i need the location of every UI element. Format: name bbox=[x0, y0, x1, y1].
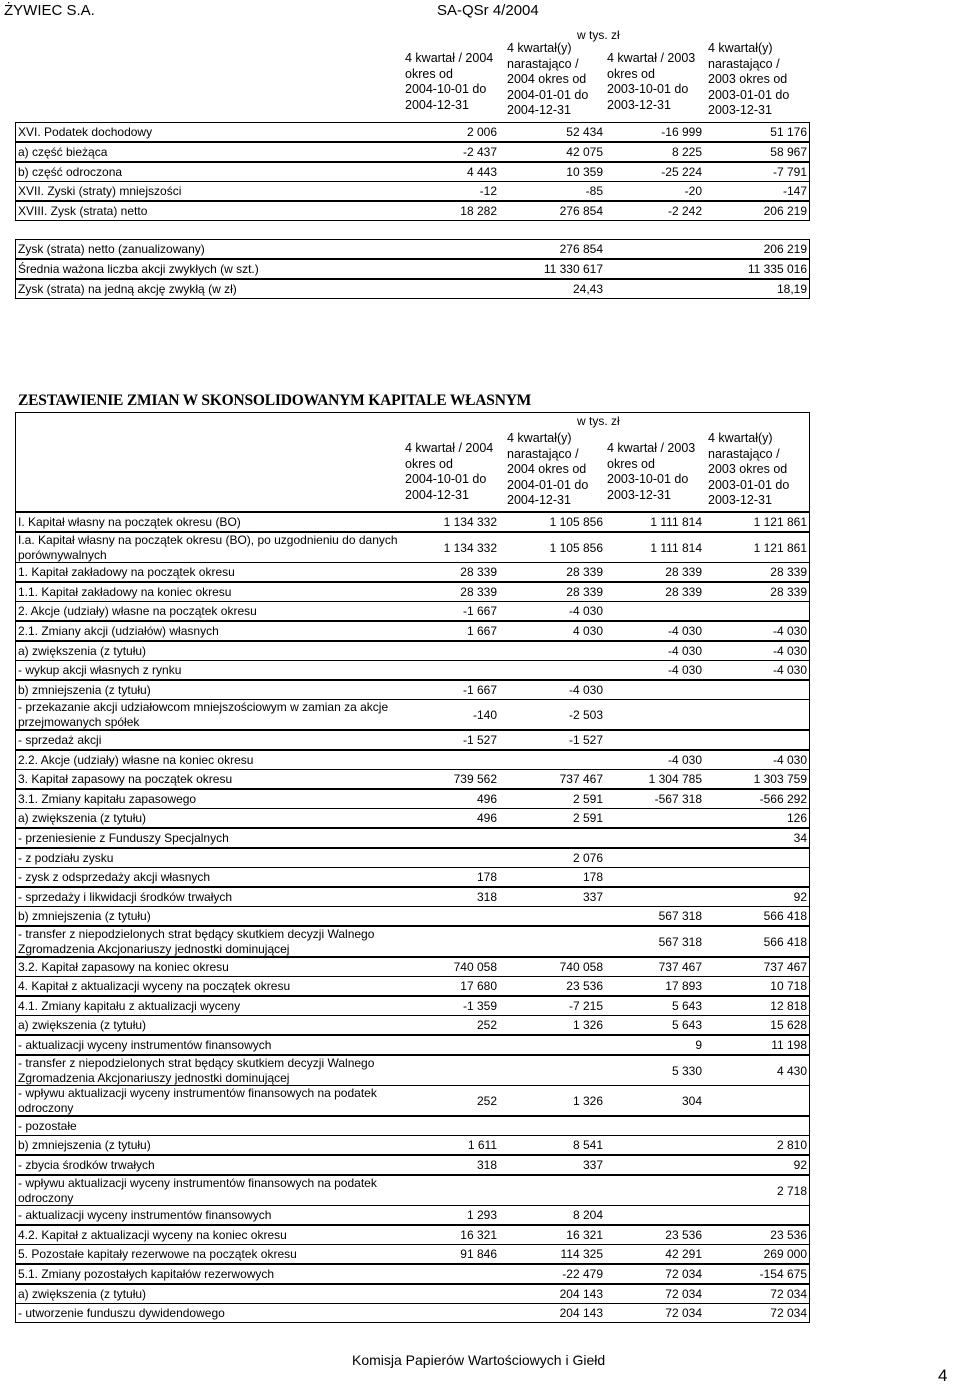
table-row bbox=[15, 1225, 810, 1245]
cell-value: 1 303 759 bbox=[753, 772, 807, 787]
table-row bbox=[15, 976, 810, 996]
row-label: 5. Pozostałe kapitały rezerwowe na początek okresu bbox=[18, 1247, 297, 1262]
table-row bbox=[15, 1264, 810, 1284]
table-row bbox=[15, 789, 810, 809]
cell-value: 1 667 bbox=[466, 624, 497, 638]
row-label: - transfer z niepodzielonych strat będący skutkiem decyzji Walnego Zgromadzenia Akcjonariuszy jednostki dominującej bbox=[18, 927, 375, 956]
row-label: - z podziału zysku bbox=[18, 850, 114, 865]
cell-value: 740 058 bbox=[453, 959, 497, 974]
row-label: XVI. Podatek dochodowy bbox=[18, 125, 153, 139]
cell-value: 126 bbox=[786, 811, 807, 826]
cell-value: 5 643 bbox=[671, 998, 702, 1013]
cell-value: 269 000 bbox=[763, 1247, 807, 1262]
row-label: Średnia ważona liczba akcji zwykłych (w szt.) bbox=[18, 262, 259, 276]
cell-value: 1 111 814 bbox=[650, 515, 702, 529]
row-label: 2.1. Zmiany akcji (udziałów) własnych bbox=[18, 624, 219, 638]
row-label: - wpływu aktualizacji wyceny instrumentów finansowych na podatek odroczony bbox=[18, 1175, 377, 1205]
cell-value: 337 bbox=[582, 889, 603, 904]
table-row bbox=[15, 122, 810, 142]
cell-value: 23 536 bbox=[665, 1227, 702, 1242]
cell-value: 1 134 332 bbox=[443, 540, 497, 555]
cell-value: 51 176 bbox=[770, 125, 807, 139]
cell-value: -1 527 bbox=[568, 733, 603, 747]
cell-value: -20 bbox=[684, 184, 702, 198]
row-label: 3.1. Zmiany kapitału zapasowego bbox=[18, 791, 197, 806]
table-row bbox=[15, 1303, 810, 1323]
cell-value: 5 643 bbox=[671, 1018, 702, 1033]
cell-value: 1 105 856 bbox=[549, 540, 603, 555]
cell-value: 92 bbox=[793, 1158, 807, 1172]
row-label: I. Kapitał własny na początek okresu (BO) bbox=[18, 515, 241, 529]
cell-value: 42 075 bbox=[566, 145, 603, 159]
cell-value: 4 430 bbox=[776, 1063, 807, 1078]
cell-value: 28 339 bbox=[665, 565, 702, 580]
cell-value: -16 999 bbox=[661, 125, 702, 139]
cell-value: 304 bbox=[681, 1094, 702, 1109]
cell-value: -4 030 bbox=[772, 624, 807, 638]
row-label: - utworzenie funduszu dywidendowego bbox=[18, 1306, 225, 1321]
table-row bbox=[15, 512, 810, 532]
row-label: a) część bieżąca bbox=[18, 145, 108, 159]
cell-value: 17 893 bbox=[665, 979, 702, 994]
row-label: - wykup akcji własnych z rynku bbox=[18, 663, 182, 678]
table-row bbox=[15, 1116, 810, 1136]
table-row bbox=[15, 142, 810, 162]
row-label: 4.2. Kapitał z aktualizacji wyceny na koniec okresu bbox=[18, 1227, 287, 1242]
row-label: XVIII. Zysk (strata) netto bbox=[18, 204, 148, 218]
row-label: b) zmniejszenia (z tytułu) bbox=[18, 1138, 151, 1153]
cell-value: 42 291 bbox=[665, 1247, 702, 1262]
row-label: - zysk z odsprzedaży akcji własnych bbox=[18, 870, 211, 885]
cell-value: -7 791 bbox=[772, 165, 807, 179]
table-row bbox=[15, 1015, 810, 1035]
cell-value: 72 034 bbox=[665, 1306, 702, 1321]
cell-value: -7 215 bbox=[568, 998, 603, 1013]
cell-value: 28 339 bbox=[566, 565, 603, 580]
column-header-2: 4 kwartał(y) narastająco / 2004 okres od 2004-01-01 do 2004-12-31 bbox=[507, 431, 589, 507]
cell-value: -2 437 bbox=[462, 145, 497, 159]
row-label: a) zwiększenia (z tytułu) bbox=[18, 811, 147, 826]
page-number: 4 bbox=[938, 1366, 948, 1385]
cell-value: 1 111 814 bbox=[650, 540, 702, 555]
cell-value: 8 204 bbox=[572, 1208, 603, 1223]
cell-value: 8 225 bbox=[671, 145, 702, 159]
table-row bbox=[15, 699, 810, 730]
row-label: a) zwiększenia (z tytułu) bbox=[18, 1018, 147, 1033]
cell-value: 739 562 bbox=[453, 772, 497, 787]
cell-value: 2 718 bbox=[776, 1183, 807, 1198]
cell-value: 28 339 bbox=[460, 584, 497, 599]
cell-value: 72 034 bbox=[770, 1306, 807, 1321]
row-label: - transfer z niepodzielonych strat będący skutkiem decyzji Walnego Zgromadzenia Akcjonariuszy jednostki dominującej bbox=[18, 1055, 375, 1085]
row-label: I.a. Kapitał własny na początek okresu (BO), po uzgodnieniu do danych porównywalnych bbox=[18, 532, 398, 562]
cell-value: 72 034 bbox=[665, 1267, 702, 1281]
cell-value: 566 418 bbox=[763, 909, 807, 924]
footer: Komisja Papierów Wartościowych i Giełd bbox=[352, 1352, 606, 1368]
column-header-2: 4 kwartał(y) narastająco / 2004 okres od 2004-01-01 do 2004-12-31 bbox=[507, 41, 589, 117]
row-label: b) zmniejszenia (z tytułu) bbox=[18, 682, 151, 697]
cell-value: 276 854 bbox=[559, 242, 603, 256]
table-row bbox=[15, 887, 810, 907]
row-label: b) zmniejszenia (z tytułu) bbox=[18, 909, 151, 924]
table-row bbox=[15, 1085, 810, 1116]
cell-value: -2 503 bbox=[568, 708, 603, 723]
row-label: - sprzedaż akcji bbox=[18, 733, 102, 747]
cell-value: 72 034 bbox=[770, 1286, 807, 1301]
cell-value: 178 bbox=[582, 870, 603, 885]
table-row bbox=[15, 660, 810, 680]
cell-value: 206 219 bbox=[763, 204, 807, 218]
cell-value: 28 339 bbox=[770, 565, 807, 580]
table-row bbox=[15, 996, 810, 1016]
table-row bbox=[15, 279, 810, 299]
cell-value: 2 006 bbox=[466, 125, 497, 139]
table-row bbox=[15, 957, 810, 977]
column-header-1: 4 kwartał / 2004 okres od 2004-10-01 do 2004-12-31 bbox=[405, 51, 494, 112]
table-row bbox=[15, 1135, 810, 1155]
table-row bbox=[15, 730, 810, 750]
cell-value: 18,19 bbox=[776, 282, 807, 296]
table-row bbox=[15, 1155, 810, 1175]
table-row bbox=[15, 601, 810, 621]
cell-value: 740 058 bbox=[559, 959, 603, 974]
cell-value: 12 818 bbox=[770, 998, 807, 1013]
column-header-3: 4 kwartał / 2003 okres od 2003-10-01 do 2003-12-31 bbox=[607, 441, 696, 502]
column-header-1: 4 kwartał / 2004 okres od 2004-10-01 do 2004-12-31 bbox=[405, 441, 494, 502]
cell-value: -85 bbox=[585, 184, 603, 198]
cell-value: 1 121 861 bbox=[753, 515, 807, 529]
table-row bbox=[15, 1035, 810, 1055]
table-row bbox=[15, 641, 810, 661]
cell-value: 10 359 bbox=[566, 165, 603, 179]
cell-value: -4 030 bbox=[667, 752, 702, 767]
cell-value: 252 bbox=[476, 1094, 497, 1109]
cell-value: 2 591 bbox=[572, 811, 603, 826]
row-label: - przekazanie akcji udziałowcom mniejszościowym w zamian za akcje przejmowanych spółek bbox=[18, 700, 389, 730]
row-label: 5.1. Zmiany pozostałych kapitałów rezerwowych bbox=[18, 1267, 275, 1281]
cell-value: -4 030 bbox=[568, 604, 603, 619]
cell-value: 9 bbox=[695, 1038, 702, 1052]
cell-value: 2 810 bbox=[776, 1138, 807, 1153]
cell-value: 178 bbox=[476, 870, 497, 885]
unit-label-2: w tys. zł bbox=[577, 414, 620, 428]
table-row bbox=[15, 201, 810, 221]
cell-value: 318 bbox=[476, 1158, 497, 1172]
table-row bbox=[15, 828, 810, 848]
cell-value: 1 304 785 bbox=[648, 772, 702, 787]
row-label: a) zwiększenia (z tytułu) bbox=[18, 643, 147, 658]
cell-value: -154 675 bbox=[759, 1267, 807, 1281]
cell-value: 567 318 bbox=[658, 935, 702, 949]
row-label: 1. Kapitał zakładowy na początek okresu bbox=[18, 565, 235, 580]
cell-value: -12 bbox=[479, 184, 497, 198]
cell-value: 58 967 bbox=[770, 145, 807, 159]
cell-value: -4 030 bbox=[667, 624, 702, 638]
row-label: - wpływu aktualizacji wyceny instrumentów finansowych na podatek odroczony bbox=[18, 1086, 377, 1116]
equity-title: ZESTAWIENIE ZMIAN W SKONSOLIDOWANYM KAPITALE WŁASNYM bbox=[18, 392, 532, 409]
cell-value: 4 030 bbox=[572, 624, 603, 638]
cell-value: 92 bbox=[793, 889, 807, 904]
table-row bbox=[15, 1244, 810, 1264]
row-label: - aktualizacji wyceny instrumentów finansowych bbox=[18, 1038, 272, 1052]
table-row bbox=[15, 926, 810, 957]
cell-value: 2 076 bbox=[572, 850, 603, 865]
cell-value: 10 718 bbox=[770, 979, 807, 994]
cell-value: -1 667 bbox=[462, 682, 497, 697]
column-header-4: 4 kwartał(y) narastająco / 2003 okres od 2003-01-01 do 2003-12-31 bbox=[708, 41, 790, 117]
cell-value: 1 611 bbox=[467, 1138, 497, 1153]
report-code: SA-QSr 4/2004 bbox=[437, 2, 539, 19]
column-header-4: 4 kwartał(y) narastająco / 2003 okres od 2003-01-01 do 2003-12-31 bbox=[708, 431, 790, 507]
table-row bbox=[15, 1055, 810, 1086]
cell-value: -22 479 bbox=[562, 1267, 603, 1281]
cell-value: 18 282 bbox=[460, 204, 497, 218]
cell-value: 28 339 bbox=[460, 565, 497, 580]
cell-value: 496 bbox=[476, 811, 497, 826]
table-row bbox=[15, 239, 810, 259]
table-row bbox=[15, 769, 810, 789]
row-label: 3. Kapitał zapasowy na początek okresu bbox=[18, 772, 233, 787]
cell-value: -4 030 bbox=[568, 682, 603, 697]
cell-value: 206 219 bbox=[763, 242, 807, 256]
row-label: a) zwiększenia (z tytułu) bbox=[18, 1286, 147, 1301]
row-label: Zysk (strata) netto (zanualizowany) bbox=[18, 242, 205, 256]
row-label: - przeniesienie z Funduszy Specjalnych bbox=[18, 831, 229, 845]
cell-value: 11 330 617 bbox=[543, 262, 603, 276]
cell-value: 23 536 bbox=[566, 979, 603, 994]
cell-value: 23 536 bbox=[770, 1227, 807, 1242]
row-label: 2. Akcje (udziały) własne na początek okresu bbox=[18, 604, 257, 619]
cell-value: -4 030 bbox=[772, 663, 807, 678]
cell-value: -2 242 bbox=[667, 204, 702, 218]
cell-value: 28 339 bbox=[770, 584, 807, 599]
cell-value: -1 527 bbox=[462, 733, 497, 747]
cell-value: -4 030 bbox=[667, 643, 702, 658]
table-row bbox=[15, 808, 810, 828]
cell-value: 28 339 bbox=[566, 584, 603, 599]
cell-value: -567 318 bbox=[654, 791, 702, 806]
cell-value: 1 121 861 bbox=[753, 540, 807, 555]
cell-value: 496 bbox=[476, 791, 497, 806]
row-label: XVII. Zyski (straty) mniejszości bbox=[18, 184, 182, 198]
cell-value: 1 105 856 bbox=[549, 515, 603, 529]
row-label: Zysk (strata) na jedną akcję zwykłą (w zł) bbox=[18, 282, 237, 296]
table-row bbox=[15, 621, 810, 641]
cell-value: 318 bbox=[476, 889, 497, 904]
cell-value: 737 467 bbox=[559, 772, 603, 787]
cell-value: -4 030 bbox=[772, 752, 807, 767]
cell-value: 252 bbox=[476, 1018, 497, 1033]
table-row bbox=[15, 1175, 810, 1206]
table-row bbox=[15, 562, 810, 582]
cell-value: 28 339 bbox=[665, 584, 702, 599]
cell-value: -1 667 bbox=[462, 604, 497, 619]
cell-value: 72 034 bbox=[665, 1286, 702, 1301]
table-row bbox=[15, 1205, 810, 1225]
cell-value: -25 224 bbox=[661, 165, 702, 179]
row-label: - aktualizacji wyceny instrumentów finansowych bbox=[18, 1208, 272, 1223]
cell-value: 34 bbox=[793, 831, 807, 845]
company-name: ŻYWIEC S.A. bbox=[4, 2, 95, 19]
unit-label: w tys. zł bbox=[577, 28, 620, 42]
table-row bbox=[15, 532, 810, 563]
cell-value: 52 434 bbox=[566, 125, 603, 139]
cell-value: 1 326 bbox=[572, 1018, 603, 1033]
row-label: 2.2. Akcje (udziały) własne na koniec okresu bbox=[18, 752, 254, 767]
cell-value: 91 846 bbox=[460, 1247, 497, 1262]
row-label: b) część odroczona bbox=[18, 165, 123, 179]
table-row bbox=[15, 906, 810, 926]
row-label: - sprzedaży i likwidacji środków trwałych bbox=[18, 889, 233, 904]
column-header-3: 4 kwartał / 2003 okres od 2003-10-01 do 2003-12-31 bbox=[607, 51, 696, 112]
cell-value: -140 bbox=[472, 708, 497, 723]
table-row bbox=[15, 867, 810, 887]
table-row bbox=[15, 680, 810, 700]
cell-value: 1 293 bbox=[466, 1208, 497, 1223]
cell-value: -4 030 bbox=[772, 643, 807, 658]
row-label: - zbycia środków trwałych bbox=[18, 1158, 155, 1172]
cell-value: 566 418 bbox=[763, 935, 807, 949]
cell-value: 8 541 bbox=[572, 1138, 603, 1153]
cell-value: 276 854 bbox=[559, 204, 603, 218]
cell-value: -1 359 bbox=[462, 998, 497, 1013]
cell-value: -147 bbox=[782, 184, 807, 198]
cell-value: 204 143 bbox=[559, 1286, 603, 1301]
cell-value: 16 321 bbox=[566, 1227, 603, 1242]
table-row bbox=[15, 181, 810, 201]
cell-value: 15 628 bbox=[770, 1018, 807, 1033]
table-row bbox=[15, 162, 810, 182]
cell-value: -4 030 bbox=[667, 663, 702, 678]
cell-value: 737 467 bbox=[763, 959, 807, 974]
table-row bbox=[15, 582, 810, 602]
cell-value: 204 143 bbox=[559, 1306, 603, 1321]
cell-value: 11 335 016 bbox=[747, 262, 807, 276]
cell-value: 2 591 bbox=[572, 791, 603, 806]
table-row bbox=[15, 750, 810, 770]
cell-value: 1 326 bbox=[572, 1094, 603, 1109]
cell-value: 17 680 bbox=[460, 979, 497, 994]
row-label: 1.1. Kapitał zakładowy na koniec okresu bbox=[18, 584, 232, 599]
row-label: 4.1. Zmiany kapitału z aktualizacji wyceny bbox=[18, 998, 241, 1013]
table-row bbox=[15, 848, 810, 868]
table-row bbox=[15, 1284, 810, 1304]
cell-value: 337 bbox=[582, 1158, 603, 1172]
cell-value: 4 443 bbox=[466, 165, 497, 179]
cell-value: 737 467 bbox=[658, 959, 702, 974]
cell-value: 567 318 bbox=[658, 909, 702, 924]
row-label: 3.2. Kapitał zapasowy na koniec okresu bbox=[18, 959, 229, 974]
cell-value: -566 292 bbox=[759, 791, 807, 806]
table-row bbox=[15, 259, 810, 279]
cell-value: 5 330 bbox=[671, 1063, 702, 1078]
row-label: - pozostałe bbox=[18, 1118, 77, 1133]
cell-value: 114 325 bbox=[560, 1247, 603, 1262]
row-label: 4. Kapitał z aktualizacji wyceny na początek okresu bbox=[18, 979, 291, 994]
cell-value: 16 321 bbox=[460, 1227, 497, 1242]
cell-value: 24,43 bbox=[572, 282, 603, 296]
cell-value: 1 134 332 bbox=[443, 515, 497, 529]
cell-value: 11 198 bbox=[771, 1038, 807, 1052]
